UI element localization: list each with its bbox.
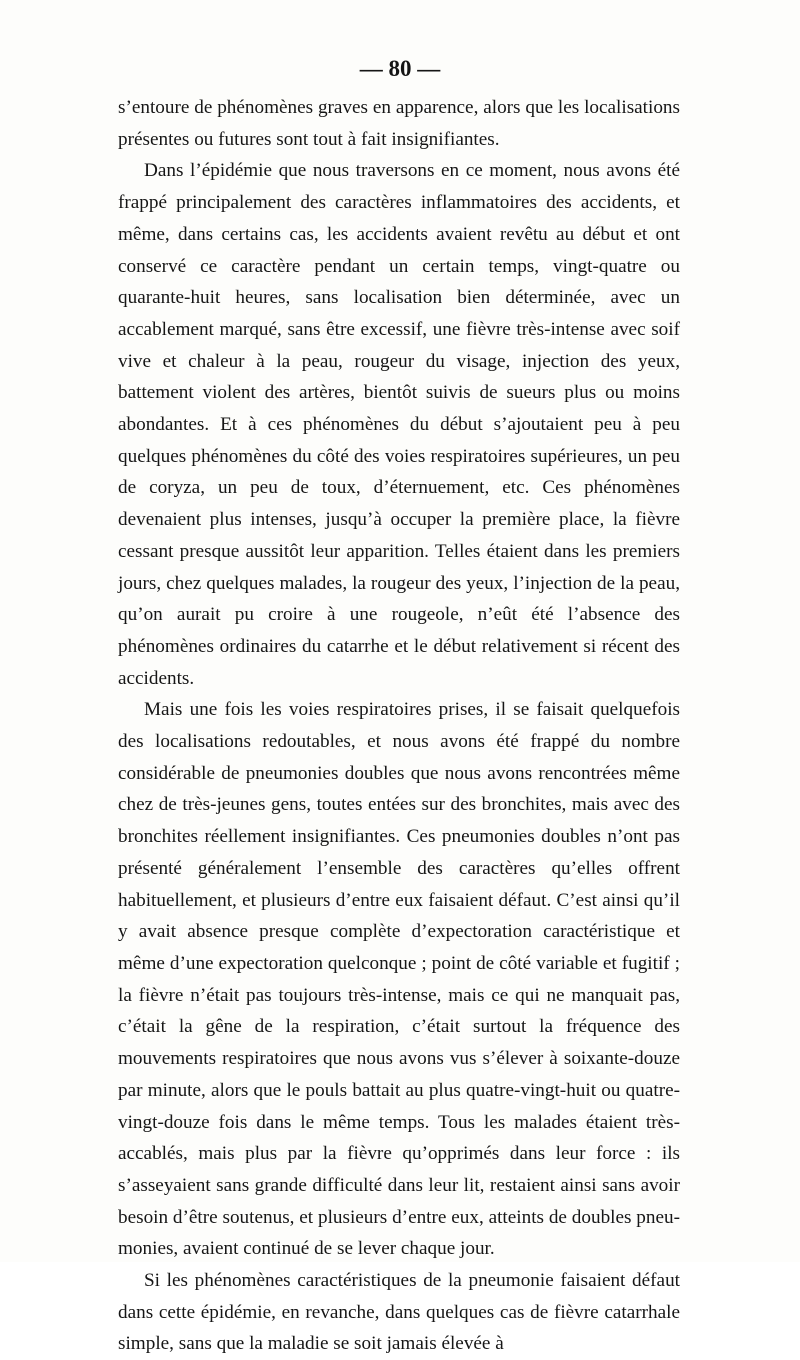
page-number: — 80 —	[359, 56, 441, 81]
body-text	[118, 92, 680, 1360]
paragraph-4: Si les phénomènes caractéristiques de la pneumonie faisaient défaut dans cette épidémie, en revanche, dans quelques cas de fièvre catarrhale simple, sans que la maladie se soit jamais élevée à	[118, 1270, 680, 1355]
paragraph-2: Dans l’épidémie que nous traversons en ce moment, nous avons été frappé principalement des caractères inflammatoires des accidents, et même, dans certains cas, les accidents avaient revêtu au début et ont conservé ce caractère pendant un certain temps, vingt-quatre ou quarante-huit heures, sans localisation bien déterminée, avec un accablement marqué, sans être excessif, une fièvre très-intense avec soif vive et chaleur à la peau, rougeur du visage, injection des yeux, battement violent des artères, bientôt suivis de sueurs plus ou moins abondantes. Et à ces phénomènes du début s’ajoutaient peu à peu quelques phénomènes du côté des voies respiratoires supérieures, un peu de coryza, un peu de toux, d’éternuement, etc. Ces phénomènes devenaient plus intenses, jusqu’à occuper la première place, la fièvre cessant presque aussitôt leur apparition. Telles étaient dans les premiers jours, chez quelques malades, la rougeur des yeux, l’injection de la peau, qu’on aurait pu croire à une rougeole, n’eût été l’absence des phénomènes ordinaires du catarrhe et le début relativement si récent des accidents.	[118, 160, 680, 689]
paragraph-1: s’entoure de phénomènes graves en apparence, alors que les localisations présentes ou futures sont tout à fait insignifiantes.	[118, 97, 680, 150]
paragraph-3: Mais une fois les voies respiratoires prises, il se faisait quelquefois des localisations redoutables, et nous avons été frappé du nombre considérable de pneumonies doubles que nous avons rencontrées même chez de très-jeunes gens, toutes entées sur des bronchites, mais avec des bronchites réellement insignifiantes. Ces pneumonies doubles n’ont pas présenté généralement l’ensemble des caractères qu’elles offrent habituellement, et plusieurs d’entre eux faisaient défaut. C’est ainsi qu’il y avait absence presque complète d’expectoration caractéristique et même d’une expectoration quelconque ; point de côté variable et fugitif ; la fièvre n’était pas toujours très-intense, mais ce qui ne manquait pas, c’était la gêne de la respiration, c’était surtout la fréquence des mouvements respiratoires que nous avons vus s’élever à soixante-douze par minute, alors que le pouls battait au plus quatre-vingt-huit ou quatre-vingt-douze fois dans le même temps. Tous les malades étaient très-accablés, mais plus par la fièvre qu’opprimés dans leur force : ils s’asseyaient sans grande difficulté dans leur lit, restaient ainsi sans avoir besoin d’être soutenus, et plusieurs d’entre eux, atteints de doubles pneumonies, avaient continué de se lever chaque jour.	[118, 699, 680, 1260]
